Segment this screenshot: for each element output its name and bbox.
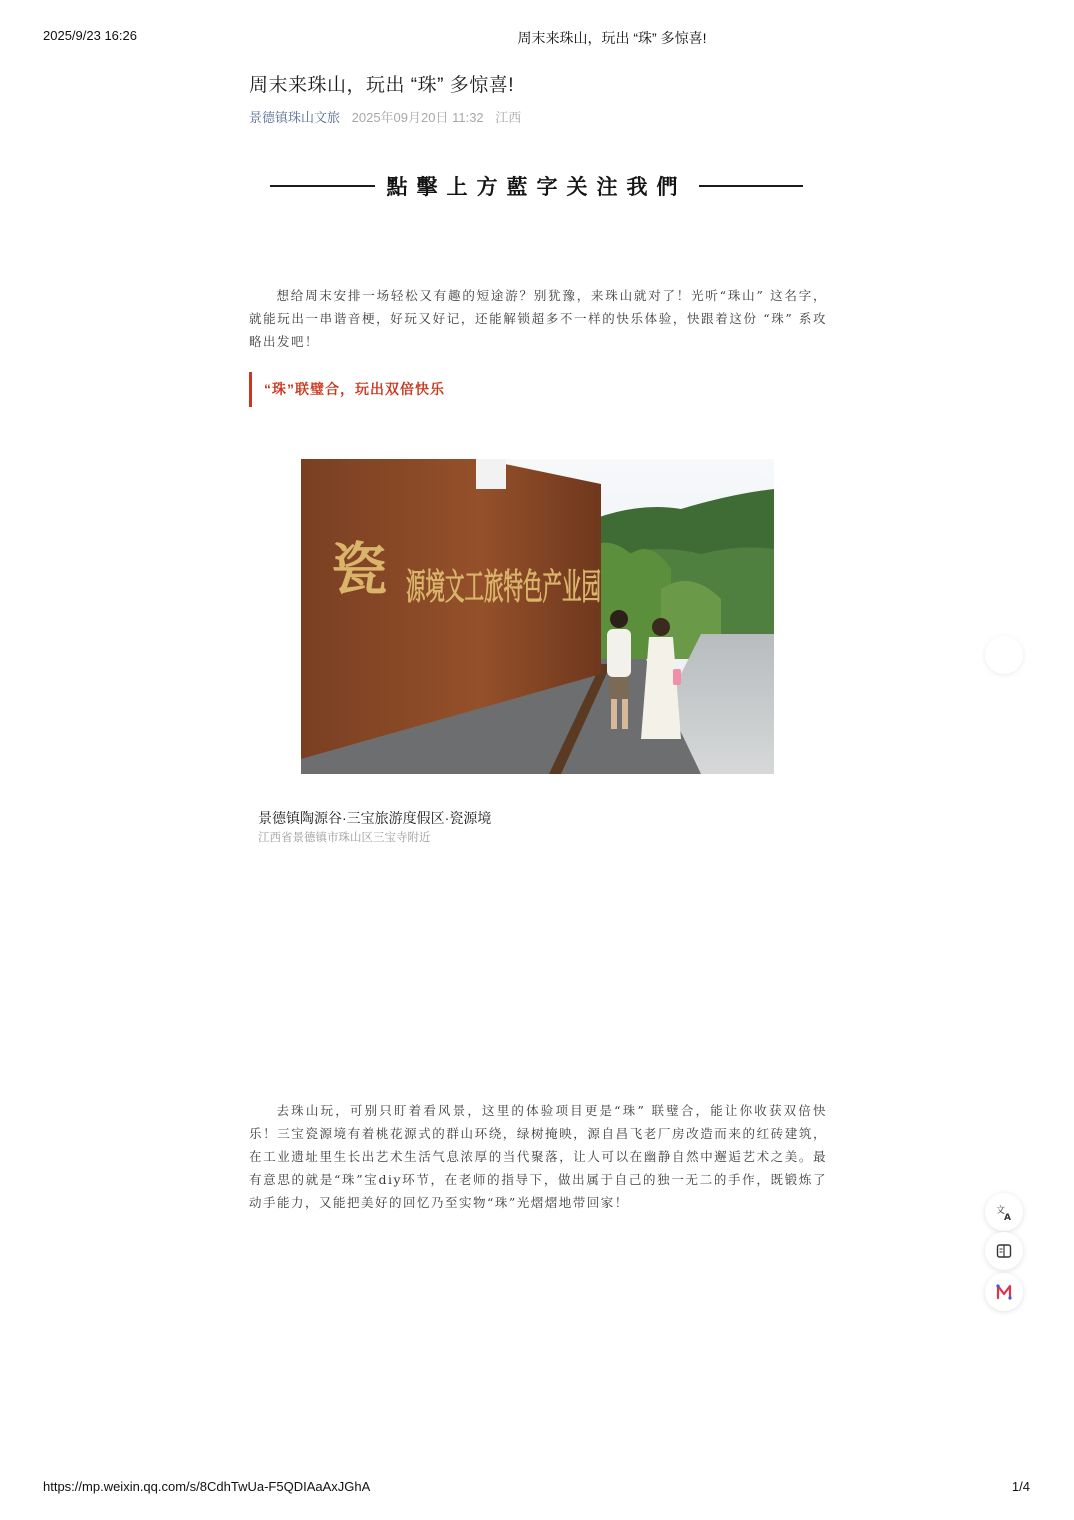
svg-text:源境文工旅特色产业园: 源境文工旅特色产业园 (406, 566, 601, 608)
banner-right-rule (699, 185, 804, 187)
print-header-title: 周末来珠山，玩出 “珠” 多惊喜! (517, 30, 707, 46)
floating-button-partial[interactable] (985, 636, 1023, 674)
print-date: 2025/9/23 16:26 (43, 28, 137, 43)
photo-illustration (301, 459, 774, 774)
photo-sign-text: 瓷 (331, 537, 387, 603)
article-title: 周末来珠山，玩出 “珠” 多惊喜! (249, 75, 514, 96)
location-card-address: 江西省景德镇市珠山区三宝寺附近 (258, 832, 431, 844)
ai-assistant-icon (994, 1282, 1014, 1302)
print-page-number: 1/4 (1011, 1479, 1030, 1494)
reader-icon (995, 1242, 1013, 1260)
translate-button[interactable] (985, 1193, 1023, 1231)
body-paragraph: 去珠山玩，可别只盯着看风景，这里的体验项目更是“珠” 联璧合，能让你收获双倍快乐！三宝瓷源境有着桃花源式的群山环绕，绿树掩映，源自昌飞老厂房改造而来的红砖建筑，在工业遗址里生长出艺术生活气息浓厚的当代聚落，让人可以在幽静自然中邂逅艺术之美。最有意思的就是“珠”宝diy环节，在老师的指导下，做出属于自己的独一无二的手作，既锻炼了动手能力，又能把美好的回忆乃至实物“珠”光熠熠地带回家！ (249, 1103, 827, 1210)
section-heading (249, 372, 445, 407)
publish-location: 江西 (495, 110, 522, 125)
author-link[interactable]: 景德镇珠山文旅 (249, 110, 341, 125)
intro-paragraph: 想给周末安排一场轻松又有趣的短途游？别犹豫，来珠山就对了！光听“珠山” 这名字，就能玩出一串谐音梗，好玩又好记，还能解锁超多不一样的快乐体验，快跟着这份 “珠” 系攻略出发吧！ (249, 288, 827, 349)
article-meta (249, 107, 521, 126)
ai-assistant-button[interactable] (985, 1273, 1023, 1311)
banner-left-rule (270, 185, 375, 187)
follow-banner (270, 170, 803, 202)
svg-text:A: A (1004, 1213, 1011, 1221)
reader-button[interactable] (985, 1232, 1023, 1270)
translate-icon (995, 1203, 1013, 1221)
print-url: https://mp.weixin.qq.com/s/8CdhTwUa-F5QDIAaAxJGhA (43, 1479, 371, 1494)
banner-text: 點擊上方藍字关注我們 (386, 174, 687, 199)
svg-text:文: 文 (996, 1206, 1006, 1216)
article-photo[interactable] (301, 459, 774, 774)
publish-time: 2025年09月20日 11:32 (351, 110, 484, 125)
location-card-name[interactable]: 景德镇陶源谷·三宝旅游度假区·瓷源境 (258, 810, 492, 826)
section-heading-text: “珠”联璧合，玩出双倍快乐 (264, 381, 445, 397)
